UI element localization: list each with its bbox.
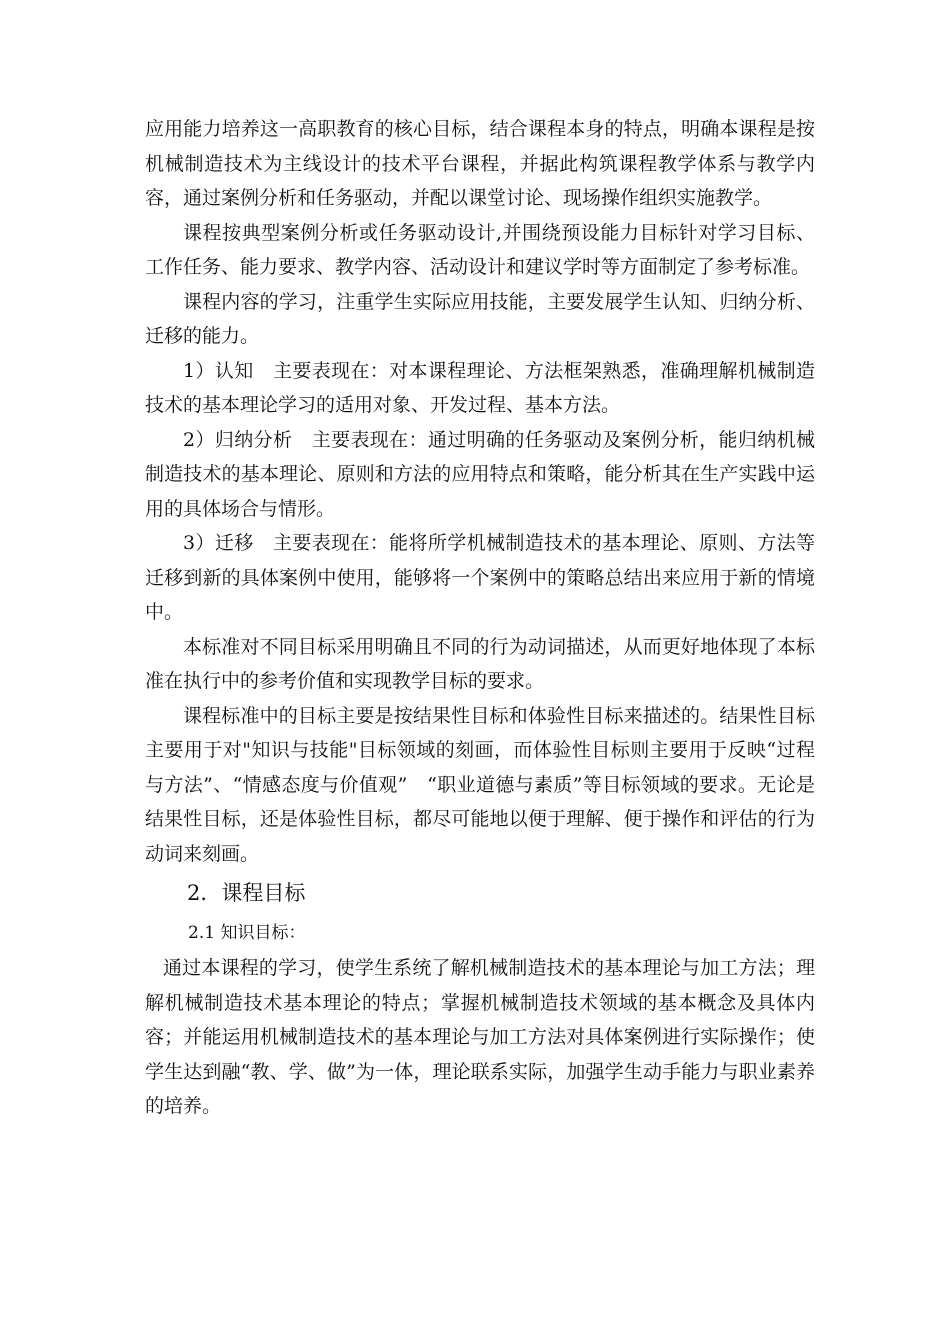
paragraph-intro-continuation: 应用能力培养这一高职教育的核心目标，结合课程本身的特点，明确本课程是按机械制造技术为主线设计的技术平台课程，并据此构筑课程教学体系与教学内容，通过案例分析和任务驱动，并配以课堂讨论、现场操作组织实施教学。 [145,118,815,209]
paragraph-ability-transfer: 3）迁移 主要表现在：能将所学机械制造技术的基本理论、原则、方法等迁移到新的具体案例中使用，能够将一个案例中的策略总结出来应用于新的情境中。 [145,532,815,623]
paragraph-ability-analysis: 2）归纳分析 主要表现在：通过明确的任务驱动及案例分析，能归纳机械制造技术的基本理论、原则和方法的应用特点和策略，能分析其在生产实践中运用的具体场合与情形。 [145,428,815,520]
paragraph-ability-cognition: 1）认知 主要表现在：对本课程理论、方法框架熟悉，准确理解机械制造技术的基本理论学习的适用对象、开发过程、基本方法。 [145,359,815,416]
section-heading-course-goals: 2．课程目标 [187,881,306,905]
paragraph-learning-focus: 课程内容的学习，注重学生实际应用技能，主要发展学生认知、归纳分析、迁移的能力。 [145,290,815,347]
paragraph-behavior-verbs: 本标准对不同目标采用明确且不同的行为动词描述，从而更好地体现了本标准在执行中的参考价值和实现教学目标的要求。 [145,635,815,692]
paragraph-knowledge-goals: 通过本课程的学习，使学生系统了解机械制造技术的基本理论与加工方法；理解机械制造技术基本理论的特点；掌握机械制造技术领域的基本概念及具体内容；并能运用机械制造技术的基本理论与加工方法对具体案例进行实际操作；使学生达到融“教、学、做”为一体，理论联系实际，加强学生动手能力与职业素养的培养。 [145,957,815,1117]
page-body [145,112,815,1124]
paragraph-course-design: 课程按典型案例分析或任务驱动设计,并围绕预设能力目标针对学习目标、工作任务、能力要求、教学内容、活动设计和建议学时等方面制定了参考标准。 [145,221,815,278]
subsection-heading-knowledge-goals: 2.1 知识目标： [188,923,306,943]
paragraph-target-types: 课程标准中的目标主要是按结果性目标和体验性目标来描述的。结果性目标主要用于对"知识与技能"目标领域的刻画，而体验性目标则主要用于反映“过程与方法”、“情感态度与价值观” “职业道德与素质”等目标领域的要求。无论是结果性目标，还是体验性目标，都尽可能地以便于理解、便于操作和评估的行为动词来刻画。 [145,704,815,865]
